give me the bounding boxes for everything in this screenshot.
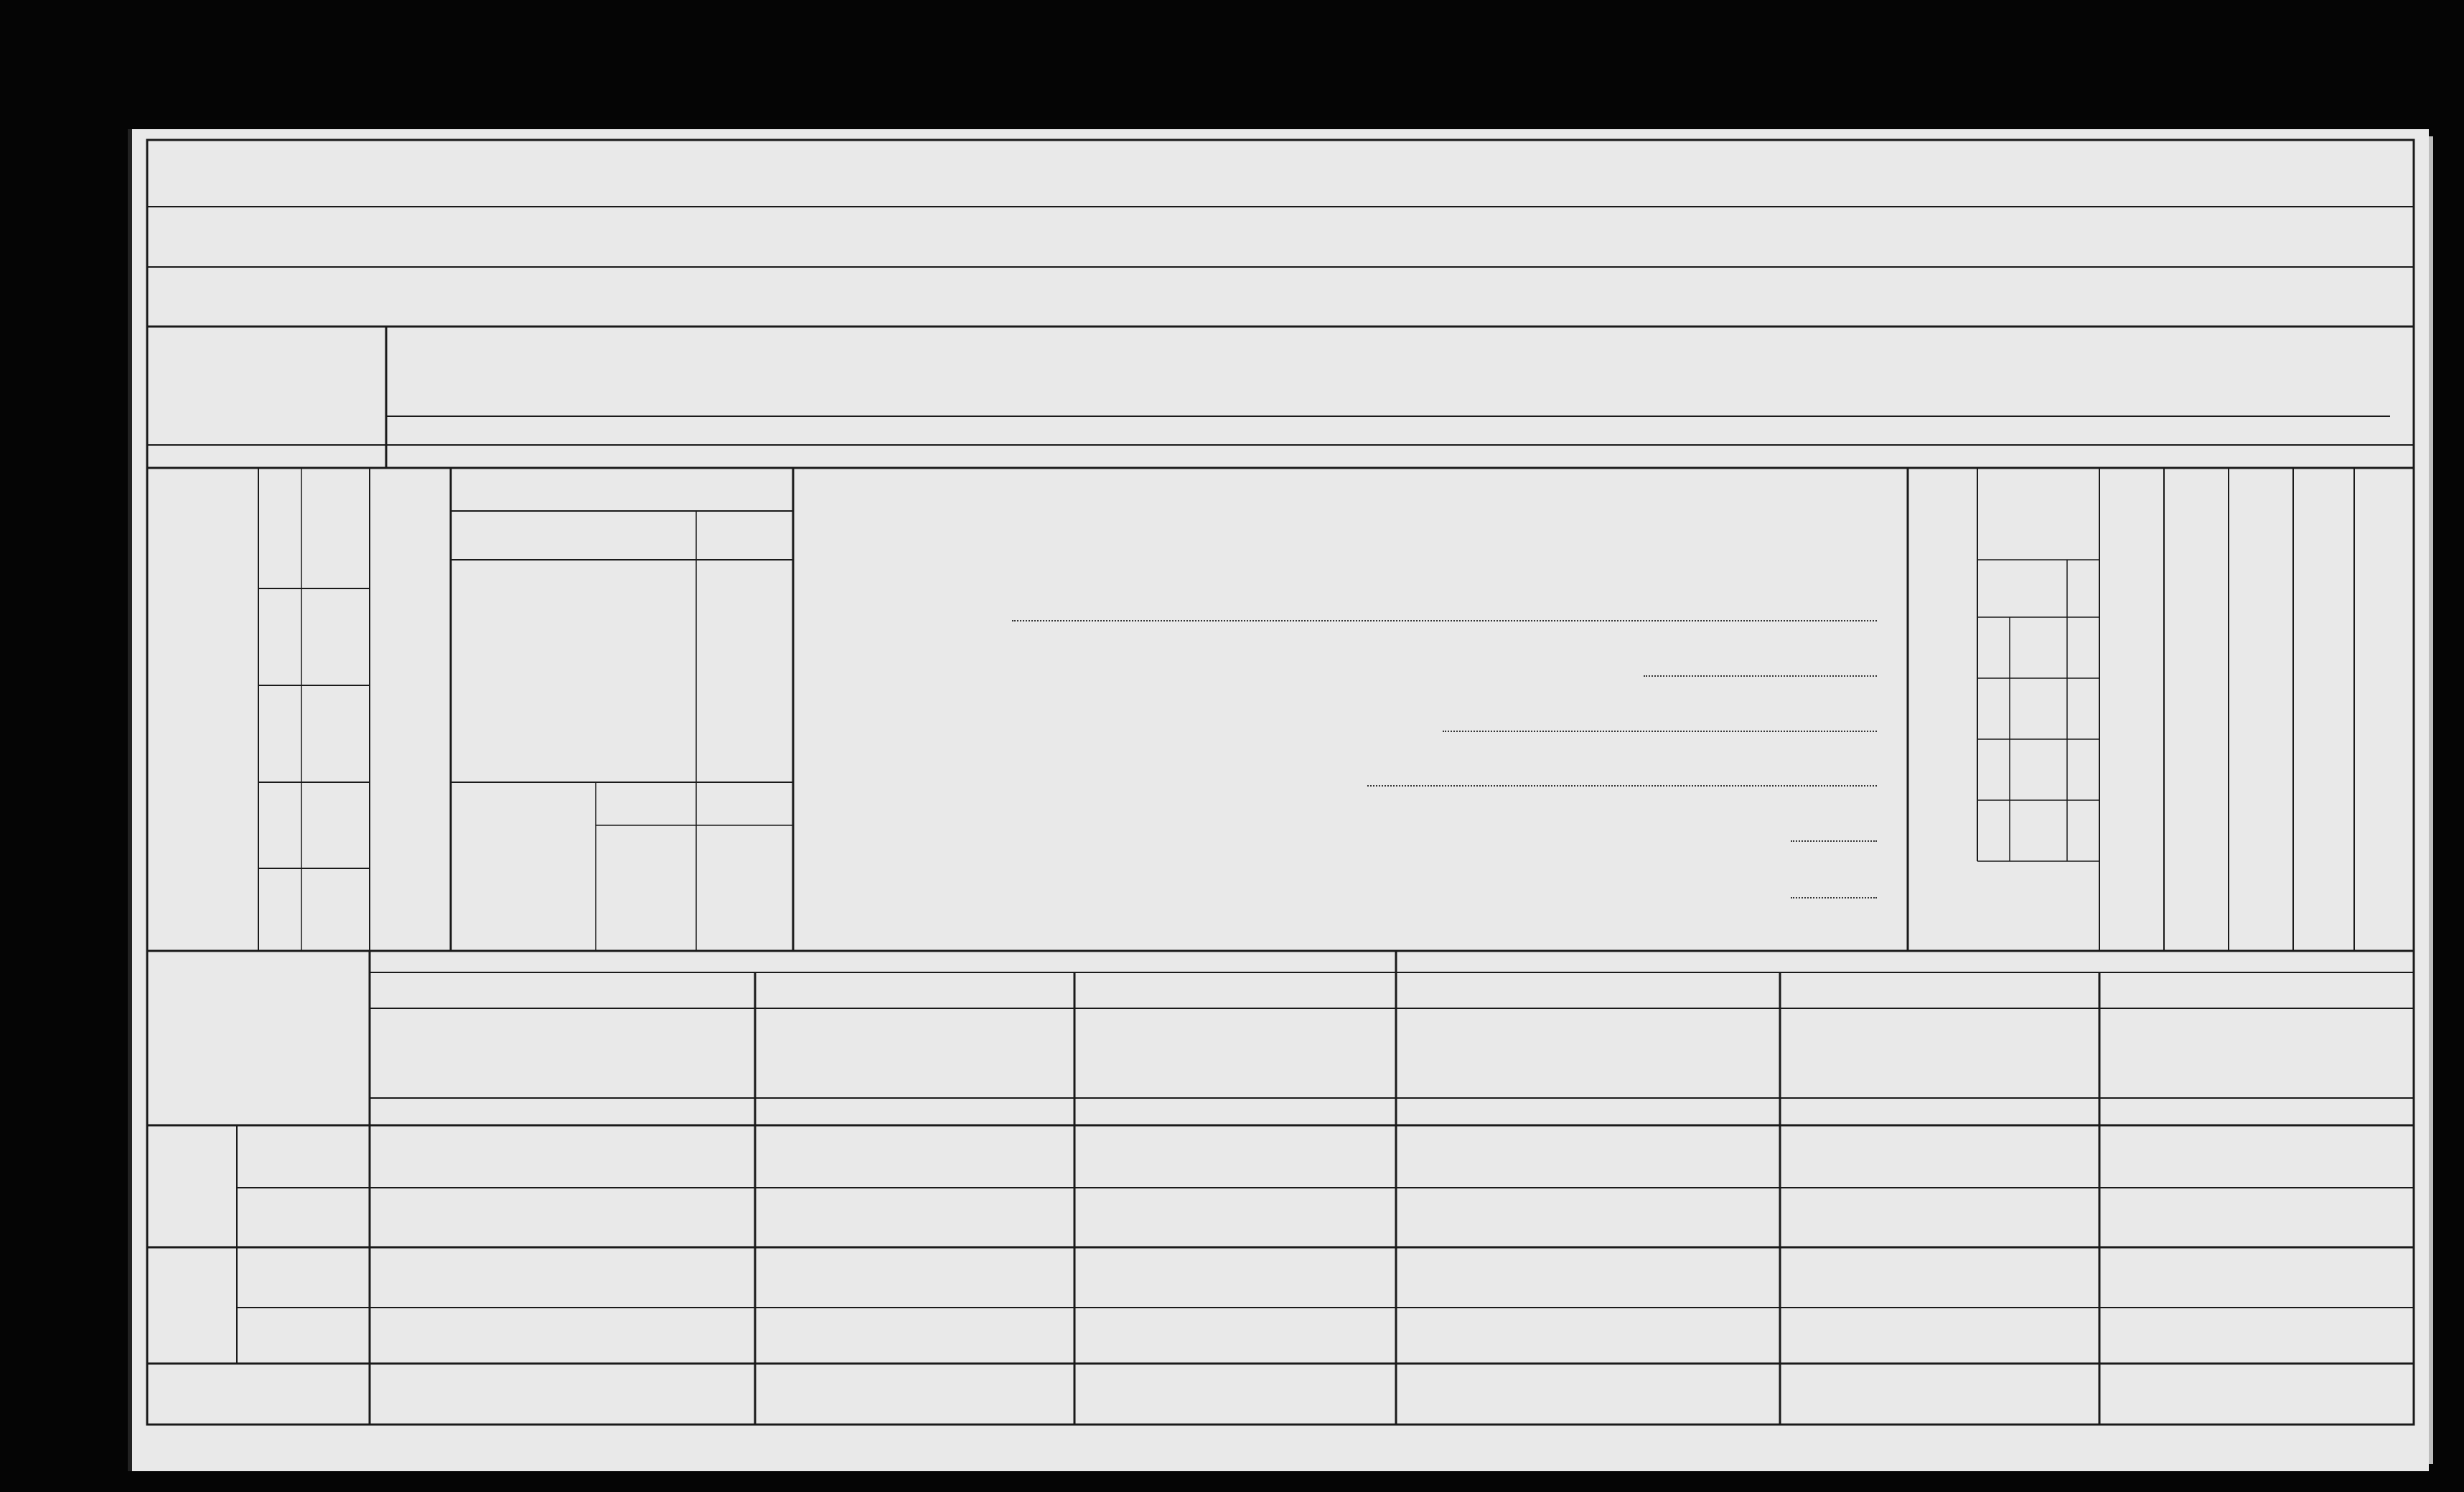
answer-line-5[interactable] [1791,840,1877,842]
answer-line-1[interactable] [1012,620,1877,621]
answer-line-4[interactable] [1367,785,1877,787]
answer-line-6[interactable] [1791,897,1877,899]
answer-line-3[interactable] [1443,731,1877,732]
answer-line-2[interactable] [1644,675,1877,677]
